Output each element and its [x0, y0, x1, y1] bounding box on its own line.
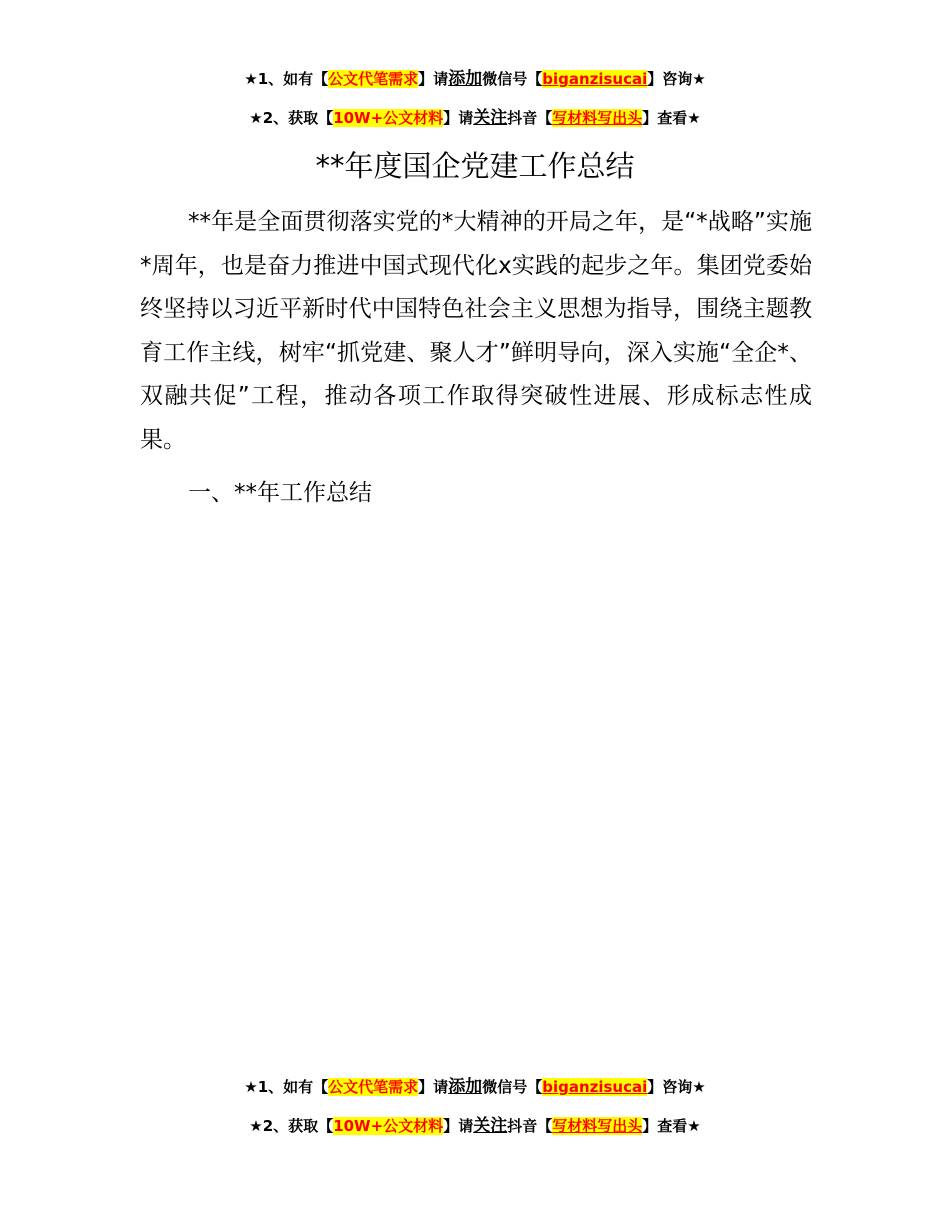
promo-wechat-id-link[interactable]: biganzisucai — [542, 1078, 648, 1096]
promo-prefix: ★1、如有【 — [244, 1078, 329, 1096]
promo-suffix: 】咨询★ — [647, 70, 706, 88]
promo-line-consulting — [0, 69, 950, 89]
promo-emphasis-follow: 关注 — [473, 1116, 508, 1136]
promo-line-consulting-footer — [0, 1077, 950, 1097]
promo-highlight-ghostwriting: 公文代笔需求 — [328, 1078, 419, 1096]
promo-douyin-account-link[interactable]: 写材料写出头 — [552, 1117, 643, 1135]
promo-text: 】请 — [418, 70, 449, 88]
promo-text: 抖音【 — [507, 109, 553, 127]
promo-emphasis-follow: 关注 — [473, 108, 508, 128]
promo-text: 微信号【 — [482, 1078, 543, 1096]
promo-line-materials-footer — [0, 1116, 950, 1136]
promo-prefix: ★2、获取【 — [249, 1117, 334, 1135]
promo-highlight-materials: 10W+公文材料 — [333, 109, 444, 127]
promo-suffix: 】咨询★ — [647, 1078, 706, 1096]
promo-prefix: ★2、获取【 — [249, 109, 334, 127]
promo-suffix: 】查看★ — [642, 109, 701, 127]
intro-paragraph: **年是全面贯彻落实党的*大精神的开局之年，是“*战略”实施*周年，也是奋力推进中国式现代化x实践的起步之年。集团党委始终坚持以习近平新时代中国特色社会主义思想为指导，围绕主题教育工作主线，树牢“抓党建、聚人才”鲜明导向，深入实施“全企*、双融共促”工程，推动各项工作取得突破性进展、形成标志性成果。 — [140, 209, 812, 453]
promo-prefix: ★1、如有【 — [244, 70, 329, 88]
promo-text: 】请 — [443, 1117, 474, 1135]
document-title: **年度国企党建工作总结 — [315, 149, 635, 183]
promo-text: 】请 — [418, 1078, 449, 1096]
section-heading: 一、**年工作总结 — [188, 480, 372, 506]
promo-douyin-account-link[interactable]: 写材料写出头 — [552, 109, 643, 127]
promo-highlight-ghostwriting: 公文代笔需求 — [328, 70, 419, 88]
promo-text: 】请 — [443, 109, 474, 127]
promo-text: 抖音【 — [507, 1117, 553, 1135]
promo-highlight-materials: 10W+公文材料 — [333, 1117, 444, 1135]
promo-wechat-id-link[interactable]: biganzisucai — [542, 70, 648, 88]
promo-emphasis-add: 添加 — [448, 1077, 483, 1097]
promo-line-materials — [0, 108, 950, 128]
promo-emphasis-add: 添加 — [448, 69, 483, 89]
promo-suffix: 】查看★ — [642, 1117, 701, 1135]
promo-text: 微信号【 — [482, 70, 543, 88]
